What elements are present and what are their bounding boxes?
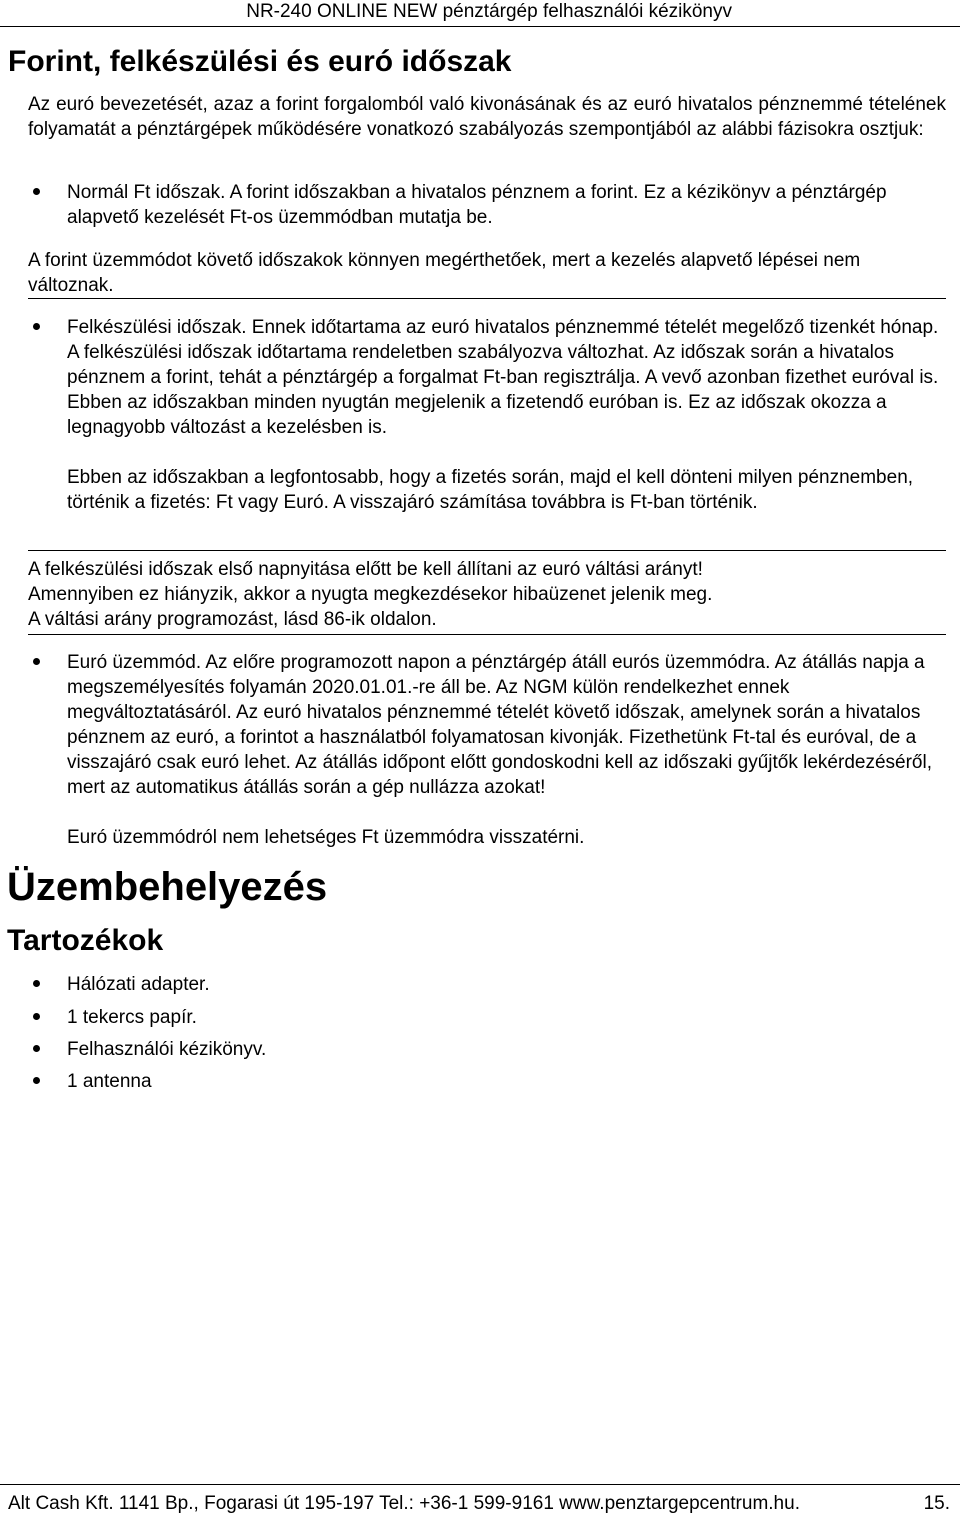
exchange-rate-warning: A felkészülési időszak első napnyitása előtt be kell állítani az euró váltási arányt! [28,559,703,580]
bullet-marker [33,980,40,987]
bullet-euro-mode: Euró üzemmód. Az előre programozott napon a pénztárgép átáll eurós üzemmódra. Az átállás napja a megszemélyesítés folyamán 2020.01.01.-re áll be. Az NGM külön rendelkezhet ennek megváltoztatásáról. Az euró hivatalos pénznemmé tételét követő időszak, amelynek során a hivatalos pénznem az euró, a forintot a használatból folyamatosan kivonják. Fizethetünk Ft-tal és euróval, de a visszajáró csak euró lehet. Az átállás időpont előtt gondoskodni kell az időszaki gyűjtők lekérdezéséről, mert az automatikus átállás során a gép nullázza azokat! [67,652,932,798]
bullet-marker [33,658,40,665]
accessory-item: Felhasználói kézikönyv. [67,1039,267,1060]
accessory-item: 1 antenna [67,1071,152,1092]
missing-rate-note: Amennyiben ez hiányzik, akkor a nyugta megkezdésekor hibaüzenet jelenik meg. [28,584,713,605]
accessory-item: Hálózati adapter. [67,974,210,995]
divider-line [28,634,946,635]
bullet-marker [33,188,40,195]
forint-note: A forint üzemmódot követő időszakok könnyen megérthetőek, mert a kezelés alapvető lépései nem változnak. [28,250,861,296]
divider-line [28,298,946,299]
bullet-marker [33,1077,40,1084]
bullet-marker [33,1013,40,1020]
divider-line [28,550,946,551]
bullet-normal-period: Normál Ft időszak. A forint időszakban a hivatalos pénznem a forint. Ez a kézikönyv a pénztárgép alapvető kezelését Ft-os üzemmódban mutatja be. [67,182,887,228]
bullet-preparation-period: Felkészülési időszak. Ennek időtartama az euró hivatalos pénznemmé tételét megelőző tizenkét hónap. A felkészülési időszak időtartama rendeletben szabályozva változhat. Az időszak során a hivatalos pénznem a forint, tehát a pénztárgép a forgalmat Ft-ban regisztrálja. A vevő azonban fizethet euróval is. Ebben az időszakban minden nyugtán megjelenik a fizetendő euróban is. Ez az időszak okozza a legnagyobb változást a kezelésben is. [67,317,939,438]
accessories-heading: Tartozékok [7,924,164,957]
preparation-payment-note: Ebben az időszakban a legfontosabb, hogy a fizetés során, majd el kell dönteni milyen pénznemben, történik a fizetés: Ft vagy Euró. A visszajáró számítása továbbra is Ft-ban történik. [67,467,914,513]
euro-mode-note: Euró üzemmódról nem lehetséges Ft üzemmódra visszatérni. [67,827,585,848]
intro-paragraph: Az euró bevezetését, azaz a forint forgalomból való kivonásának és az euró hivatalos pénznemmé tételének folyamatát a pénztárgépek működésére vonatkozó szabályozás szempontjából az alábbi fázisokra osztjuk: [28,94,946,140]
page-header [0,0,960,27]
installation-heading: Üzembehelyezés [7,865,328,909]
footer-company: Alt Cash Kft. 1141 Bp., Fogarasi út 195-197 Tel.: +36-1 599-9161 www.penztargepcentrum.hu. [8,1493,800,1514]
footer-rule [0,1484,960,1485]
page-number: 15. [923,1493,950,1514]
accessory-item: 1 tekercs papír. [67,1007,197,1028]
bullet-marker [33,323,40,330]
rate-programming-ref: A váltási arány programozást, lásd 86-ik oldalon. [28,609,437,630]
header-title: NR-240 ONLINE NEW pénztárgép felhasználói kézikönyv [246,1,732,22]
section-heading: Forint, felkészülési és euró időszak [8,45,512,78]
bullet-marker [33,1045,40,1052]
